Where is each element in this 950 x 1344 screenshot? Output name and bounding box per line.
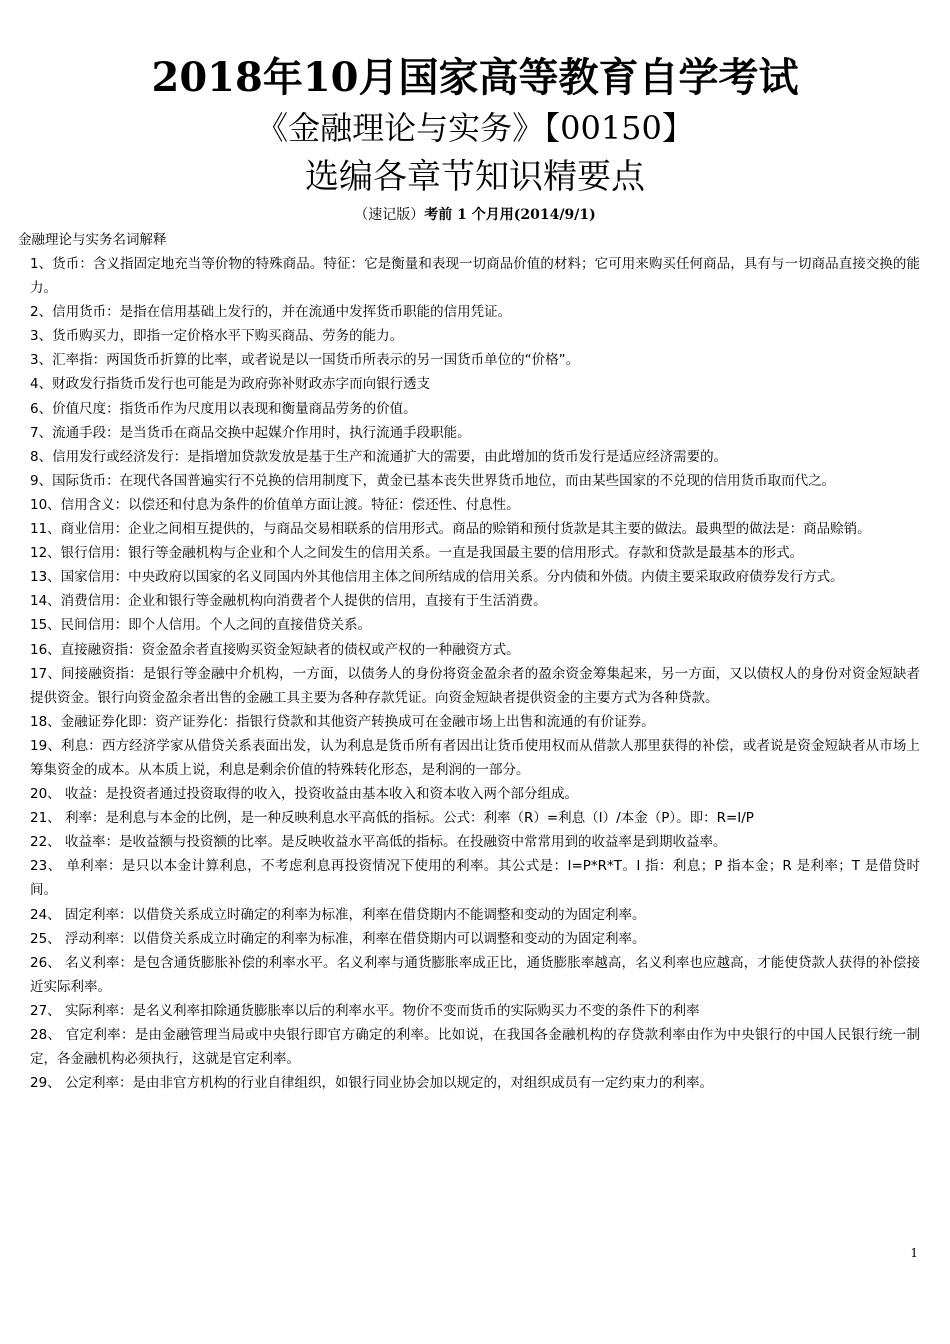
subtitle-edition: （速记版） xyxy=(354,207,425,223)
list-item: 27、 实际利率：是名义利率扣除通货膨胀率以后的利率水平。物价不变而货币的实际购买力不变的条件下的利率 xyxy=(30,1002,700,1019)
list-item: 17、间接融资指：是银行等金融中介机构，一方面，以债务人的身份将资金盈余者的盈余资金筹集起来，另一方面，又以债权人的身份对资金短缺者提供资金。银行向资金盈余者出售的金融工具主要为各种存款凭证。向资金短缺者提供资金的主要方式为各种贷款。 xyxy=(30,665,920,706)
list-item: 18、金融证券化即：资产证券化：指银行贷款和其他资产转换成可在金融市场上出售和流通的有价证券。 xyxy=(30,713,655,730)
list-item: 3、汇率指：两国货币折算的比率，或者说是以一国货币所表示的另一国货币单位的“价格”。 xyxy=(30,352,580,369)
list-item: 8、信用发行或经济发行：是指增加贷款发放是基于生产和流通扩大的需要，由此增加的货币发行是适应经济需要的。 xyxy=(30,448,728,465)
list-item: 7、流通手段：是当货币在商品交换中起媒介作用时，执行流通手段职能。 xyxy=(30,424,471,441)
list-item: 3、货币购买力，即指一定价格水平下购买商品、劳务的能力。 xyxy=(30,328,404,345)
section-heading: 金融理论与实务名词解释 xyxy=(18,232,167,248)
list-item: 24、 固定利率：以借贷关系成立时确定的利率为标准，利率在借贷期内不能调整和变动的为固定利率。 xyxy=(30,906,646,923)
list-item: 14、消费信用：企业和银行等金融机构向消费者个人提供的信用，直接有于生活消费。 xyxy=(30,593,547,610)
list-item: 9、国际货币：在现代各国普遍实行不兑换的信用制度下，黄金已基本丧失世界货币地位，而由某些国家的不兑现的信用货币取而代之。 xyxy=(30,472,836,489)
list-item: 23、 单利率：是只以本金计算利息，不考虑利息再投资情况下使用的利率。其公式是：I=P*R*T。I 指：利息；P 指本金；R 是利率；T 是借贷时间。 xyxy=(30,858,920,899)
entry-list xyxy=(30,252,920,1095)
course-title: 《金融理论与实务》【00150】 xyxy=(256,109,694,147)
list-item: 28、 官定利率：是由金融管理当局或中央银行即官方确定的利率。比如说，在我国各金融机构的存贷款利率由作为中央银行的中国人民银行统一制定，各金融机构必须执行，这就是官定利率。 xyxy=(30,1027,920,1068)
subtitle xyxy=(0,204,950,226)
list-item: 21、 利率：是利息与本金的比例，是一种反映利息水平高低的指标。公式：利率（R）=利息（I）/本金（P）。即：R=I/P xyxy=(30,810,754,827)
list-item: 25、 浮动利率：以借贷关系成立时确定的利率为标准，利率在借贷期内可以调整和变动的为固定利率。 xyxy=(30,930,646,947)
list-item: 20、 收益：是投资者通过投资取得的收入，投资收益由基本收入和资本收入两个部分组成。 xyxy=(30,786,578,803)
list-item: 19、利息：西方经济学家从借贷关系表面出发，认为利息是货币所有者因出让货币使用权而从借款人那里获得的补偿，或者说是资金短缺者从市场上筹集资金的成本。从本质上说，利息是剩余价值的特殊转化形态，是利润的一部分。 xyxy=(30,737,920,778)
list-item: 12、银行信用：银行等金融机构与企业和个人之间发生的信用关系。一直是我国最主要的信用形式。存款和贷款是最基本的形式。 xyxy=(30,545,804,562)
list-item: 10、信用含义：以偿还和付息为条件的价值单方面让渡。特征：偿还性、付息性。 xyxy=(30,496,520,513)
list-item: 4、财政发行指货币发行也可能是为政府弥补财政赤字而向银行透支 xyxy=(30,376,431,393)
list-item: 29、 公定利率：是由非官方机构的行业自律组织，如银行同业协会加以规定的，对组织成员有一定约束力的利率。 xyxy=(30,1075,713,1092)
list-item: 15、民间信用：即个人信用。个人之间的直接借贷关系。 xyxy=(30,617,372,634)
list-item: 22、 收益率：是收益额与投资额的比率。是反映收益水平高低的指标。在投融资中常常用到的收益率是到期收益率。 xyxy=(30,834,727,851)
exam-title: 2018年10月国家高等教育自学考试 xyxy=(151,54,799,101)
list-item: 1、货币：含义指固定地充当等价物的特殊商品。特征：它是衡量和表现一切商品价值的材料；它可用来购买任何商品，具有与一切商品直接交换的能力。 xyxy=(30,256,920,297)
list-item: 6、价值尺度：指货币作为尺度用以表现和衡量商品劳务的价值。 xyxy=(30,400,417,417)
list-item: 13、国家信用：中央政府以国家的名义同国内外其他信用主体之间所结成的信用关系。分内债和外债。内债主要采取政府债券发行方式。 xyxy=(30,569,844,586)
subtitle-date: 考前 1 个月用(2014/9/1) xyxy=(424,207,596,223)
list-item: 11、商业信用：企业之间相互提供的，与商品交易相联系的信用形式。商品的赊销和预付货款是其主要的做法。最典型的做法是：商品赊销。 xyxy=(30,521,871,538)
document-title: 选编各章节知识精要点 xyxy=(305,157,645,197)
list-item: 2、信用货币：是指在信用基础上发行的，并在流通中发挥货币职能的信用凭证。 xyxy=(30,304,512,321)
list-item: 26、 名义利率：是包含通货膨胀补偿的利率水平。名义利率与通货膨胀率成正比，通货膨胀率越高，名义利率也应越高，才能使贷款人获得的补偿接近实际利率。 xyxy=(30,954,920,995)
list-item: 16、直接融资指：资金盈余者直接购买资金短缺者的债权或产权的一种融资方式。 xyxy=(30,641,520,658)
page-number: 1 xyxy=(910,1246,918,1260)
